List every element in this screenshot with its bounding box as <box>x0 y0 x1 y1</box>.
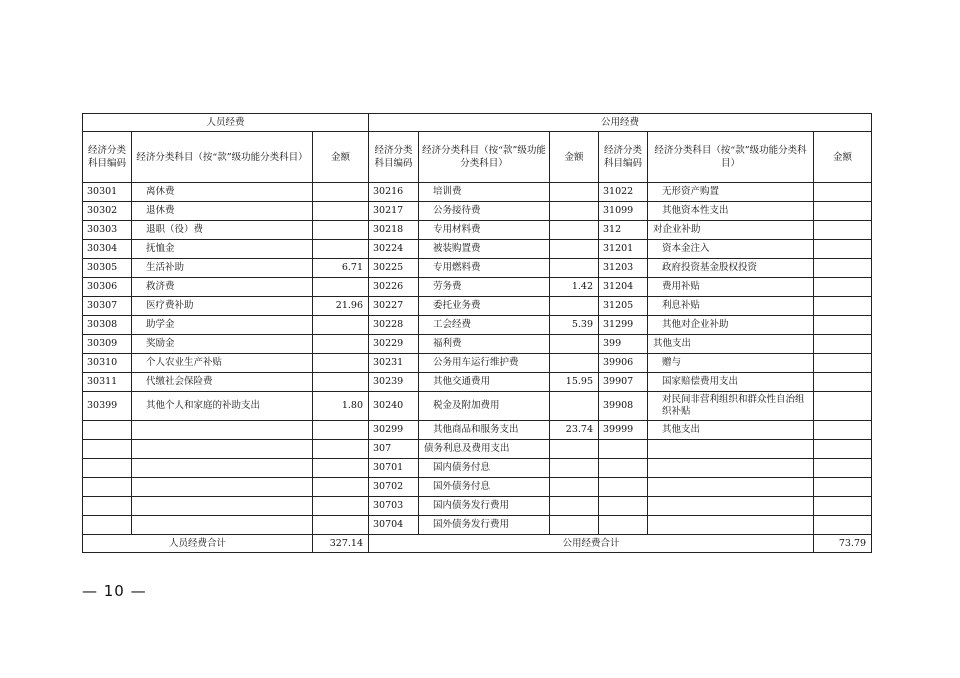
cell-code: 30303 <box>83 221 132 240</box>
header-name: 经济分类科目（按“款”级功能分类科目） <box>648 132 814 183</box>
cell-code <box>83 421 132 440</box>
cell-name: 委托业务费 <box>419 297 550 316</box>
cell-code: 30224 <box>369 240 419 259</box>
cell-amount <box>814 240 872 259</box>
cell-amount <box>550 335 599 354</box>
cell-code: 30305 <box>83 259 132 278</box>
cell-amount <box>550 221 599 240</box>
cell-name: 代缴社会保险费 <box>132 373 313 392</box>
cell-code: 30311 <box>83 373 132 392</box>
cell-amount <box>550 478 599 497</box>
cell-name: 国家赔偿费用支出 <box>648 373 814 392</box>
cell-amount: 6.71 <box>313 259 369 278</box>
cell-name <box>648 440 814 459</box>
table-row <box>83 373 872 392</box>
cell-code: 30304 <box>83 240 132 259</box>
cell-code: 39999 <box>599 421 648 440</box>
cell-amount: 1.80 <box>313 392 369 421</box>
cell-name: 资本金注入 <box>648 240 814 259</box>
cell-code: 31203 <box>599 259 648 278</box>
cell-code: 30399 <box>83 392 132 421</box>
cell-name <box>132 497 313 516</box>
cell-amount: 5.39 <box>550 316 599 335</box>
cell-code <box>599 459 648 478</box>
header-amount: 金额 <box>550 132 599 183</box>
cell-name: 离休费 <box>132 183 313 202</box>
cell-code: 307 <box>369 440 419 459</box>
cell-name <box>132 516 313 535</box>
cell-amount <box>313 516 369 535</box>
cell-amount <box>550 516 599 535</box>
cell-code: 30218 <box>369 221 419 240</box>
cell-name: 税金及附加费用 <box>419 392 550 421</box>
table-row <box>83 497 872 516</box>
cell-name: 国内债务付息 <box>419 459 550 478</box>
table-row <box>83 440 872 459</box>
cell-name: 债务利息及费用支出 <box>419 440 550 459</box>
cell-amount <box>550 440 599 459</box>
cell-name: 其他支出 <box>648 335 814 354</box>
table-row <box>83 421 872 440</box>
cell-name: 公务接待费 <box>419 202 550 221</box>
cell-amount <box>814 183 872 202</box>
cell-amount <box>550 259 599 278</box>
cell-code: 30306 <box>83 278 132 297</box>
cell-amount <box>550 392 599 421</box>
cell-amount <box>814 497 872 516</box>
cell-code <box>599 516 648 535</box>
table-row <box>83 202 872 221</box>
cell-amount <box>814 421 872 440</box>
cell-name: 赠与 <box>648 354 814 373</box>
table-row <box>83 478 872 497</box>
cell-amount <box>313 478 369 497</box>
cell-name: 劳务费 <box>419 278 550 297</box>
header-name: 经济分类科目（按“款”级功能分类科目） <box>419 132 550 183</box>
cell-code <box>83 516 132 535</box>
cell-code: 30231 <box>369 354 419 373</box>
cell-name <box>132 421 313 440</box>
cell-amount <box>814 278 872 297</box>
cell-amount <box>313 202 369 221</box>
header-amount: 金额 <box>814 132 872 183</box>
cell-code <box>599 478 648 497</box>
cell-name: 生活补助 <box>132 259 313 278</box>
cell-code: 30703 <box>369 497 419 516</box>
cell-code: 30228 <box>369 316 419 335</box>
cell-code: 30308 <box>83 316 132 335</box>
cell-code: 30216 <box>369 183 419 202</box>
table-row <box>83 459 872 478</box>
table-row <box>83 392 872 421</box>
cell-amount <box>550 297 599 316</box>
table-row <box>83 297 872 316</box>
header-name: 经济分类科目（按“款”级功能分类科目） <box>132 132 313 183</box>
public-total-label: 公用经费合计 <box>369 535 814 553</box>
cell-amount <box>814 373 872 392</box>
cell-amount <box>814 459 872 478</box>
cell-amount <box>313 440 369 459</box>
cell-name: 抚恤金 <box>132 240 313 259</box>
cell-code: 30225 <box>369 259 419 278</box>
cell-code: 30226 <box>369 278 419 297</box>
cell-amount <box>814 316 872 335</box>
cell-name: 其他个人和家庭的补助支出 <box>132 392 313 421</box>
cell-name: 助学金 <box>132 316 313 335</box>
table-row <box>83 278 872 297</box>
cell-amount <box>814 221 872 240</box>
cell-amount: 1.42 <box>550 278 599 297</box>
cell-code: 30229 <box>369 335 419 354</box>
table-row <box>83 354 872 373</box>
cell-amount <box>814 440 872 459</box>
table-row <box>83 316 872 335</box>
cell-amount <box>313 278 369 297</box>
cell-name: 退休费 <box>132 202 313 221</box>
cell-amount <box>313 421 369 440</box>
cell-code: 30302 <box>83 202 132 221</box>
cell-amount <box>313 335 369 354</box>
header-code: 经济分类科目编码 <box>599 132 648 183</box>
cell-amount <box>814 297 872 316</box>
cell-amount <box>550 497 599 516</box>
cell-name: 医疗费补助 <box>132 297 313 316</box>
cell-name: 公务用车运行维护费 <box>419 354 550 373</box>
header-code: 经济分类科目编码 <box>369 132 419 183</box>
cell-code: 30704 <box>369 516 419 535</box>
cell-amount <box>550 459 599 478</box>
cell-amount <box>814 202 872 221</box>
cell-code: 30701 <box>369 459 419 478</box>
cell-amount: 15.95 <box>550 373 599 392</box>
cell-code: 39907 <box>599 373 648 392</box>
cell-name: 费用补贴 <box>648 278 814 297</box>
cell-name: 政府投资基金股权投资 <box>648 259 814 278</box>
cell-name: 利息补贴 <box>648 297 814 316</box>
cell-amount <box>814 259 872 278</box>
cell-code: 30217 <box>369 202 419 221</box>
cell-amount <box>313 183 369 202</box>
cell-name: 奖励金 <box>132 335 313 354</box>
cell-name: 工会经费 <box>419 316 550 335</box>
cell-amount <box>814 516 872 535</box>
cell-code: 30310 <box>83 354 132 373</box>
cell-code <box>83 459 132 478</box>
group-personnel: 人员经费 <box>83 114 369 132</box>
public-total-value: 73.79 <box>814 535 872 553</box>
cell-name: 其他商品和服务支出 <box>419 421 550 440</box>
cell-code: 31205 <box>599 297 648 316</box>
cell-code: 30307 <box>83 297 132 316</box>
group-public: 公用经费 <box>369 114 872 132</box>
cell-code <box>599 497 648 516</box>
cell-amount <box>550 183 599 202</box>
cell-name <box>132 440 313 459</box>
header-code: 经济分类科目编码 <box>83 132 132 183</box>
cell-name: 其他资本性支出 <box>648 202 814 221</box>
cell-code <box>83 478 132 497</box>
cell-name <box>132 459 313 478</box>
cell-amount <box>313 354 369 373</box>
cell-amount: 21.96 <box>313 297 369 316</box>
cell-amount <box>313 221 369 240</box>
cell-amount <box>313 316 369 335</box>
cell-code: 30309 <box>83 335 132 354</box>
cell-name <box>132 478 313 497</box>
cell-code: 399 <box>599 335 648 354</box>
table-row <box>83 335 872 354</box>
table-row <box>83 183 872 202</box>
cell-code: 31022 <box>599 183 648 202</box>
cell-name: 对企业补助 <box>648 221 814 240</box>
personnel-total-value: 327.14 <box>313 535 369 553</box>
cell-name: 被装购置费 <box>419 240 550 259</box>
cell-name <box>648 459 814 478</box>
cell-amount <box>814 392 872 421</box>
table-row <box>83 240 872 259</box>
cell-name: 对民间非营利组织和群众性自治组织补贴 <box>648 392 814 421</box>
column-header-row <box>83 132 872 183</box>
cell-amount <box>313 459 369 478</box>
cell-name: 国外债务付息 <box>419 478 550 497</box>
cell-code: 31204 <box>599 278 648 297</box>
table-row <box>83 259 872 278</box>
header-amount: 金额 <box>313 132 369 183</box>
cell-amount <box>550 202 599 221</box>
cell-name <box>648 497 814 516</box>
cell-name: 培训费 <box>419 183 550 202</box>
cell-amount <box>313 497 369 516</box>
cell-amount <box>313 373 369 392</box>
cell-code: 31201 <box>599 240 648 259</box>
expenditure-table <box>82 113 872 553</box>
cell-code: 31099 <box>599 202 648 221</box>
cell-name: 其他支出 <box>648 421 814 440</box>
cell-code: 312 <box>599 221 648 240</box>
cell-name: 专用材料费 <box>419 221 550 240</box>
cell-amount <box>550 240 599 259</box>
cell-code: 31299 <box>599 316 648 335</box>
cell-code: 30702 <box>369 478 419 497</box>
total-row <box>83 535 872 553</box>
cell-name: 个人农业生产补贴 <box>132 354 313 373</box>
cell-code: 39908 <box>599 392 648 421</box>
cell-name: 专用燃料费 <box>419 259 550 278</box>
cell-code: 30227 <box>369 297 419 316</box>
cell-name: 福利费 <box>419 335 550 354</box>
table-row <box>83 221 872 240</box>
cell-amount: 23.74 <box>550 421 599 440</box>
cell-name <box>648 516 814 535</box>
cell-amount <box>814 335 872 354</box>
cell-code <box>599 440 648 459</box>
cell-name <box>648 478 814 497</box>
cell-code: 39906 <box>599 354 648 373</box>
cell-amount <box>550 354 599 373</box>
cell-name: 其他交通费用 <box>419 373 550 392</box>
cell-code <box>83 497 132 516</box>
cell-amount <box>313 240 369 259</box>
cell-name: 国内债务发行费用 <box>419 497 550 516</box>
cell-code: 30299 <box>369 421 419 440</box>
cell-name: 其他对企业补助 <box>648 316 814 335</box>
cell-amount <box>814 478 872 497</box>
cell-code: 30240 <box>369 392 419 421</box>
personnel-total-label: 人员经费合计 <box>83 535 313 553</box>
cell-name: 退职（役）费 <box>132 221 313 240</box>
cell-name: 无形资产购置 <box>648 183 814 202</box>
cell-code <box>83 440 132 459</box>
cell-amount <box>814 354 872 373</box>
table-row <box>83 516 872 535</box>
page-number: — 10 — <box>82 582 147 600</box>
cell-code: 30301 <box>83 183 132 202</box>
group-header-row <box>83 114 872 132</box>
cell-code: 30239 <box>369 373 419 392</box>
cell-name: 国外债务发行费用 <box>419 516 550 535</box>
cell-name: 救济费 <box>132 278 313 297</box>
